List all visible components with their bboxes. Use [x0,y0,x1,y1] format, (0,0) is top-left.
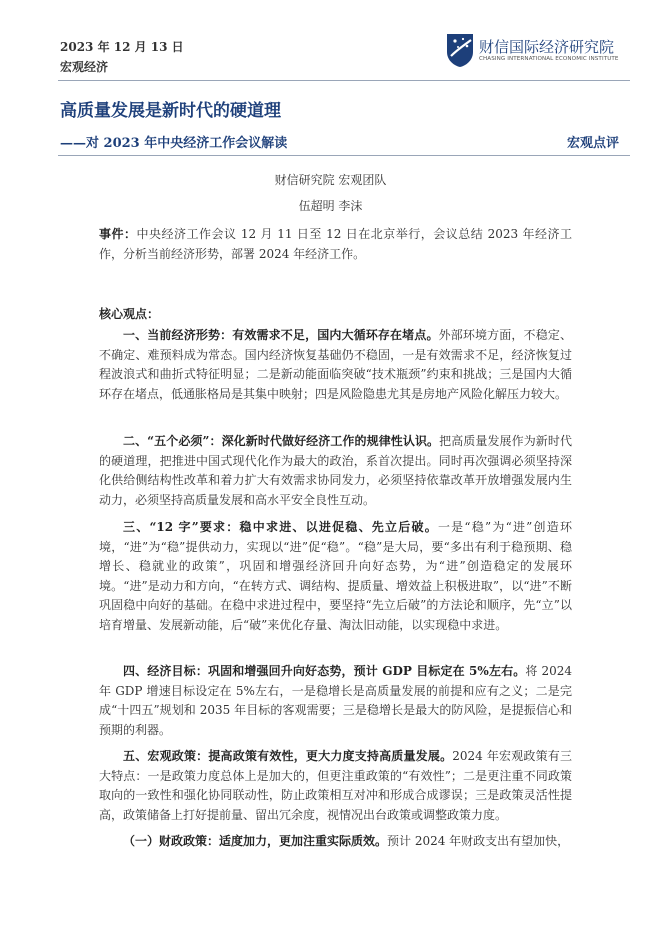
report-date: 2023 年 12 月 13 日 [60,40,184,54]
core-views-heading: 核心观点： [99,307,160,321]
point-paragraph [99,747,572,825]
event-text: 中央经济工作会议 12 月 11 日至 12 日在北京举行，会议总结 2023 年经济工作，分析当前经济形势，部署 2024 年经济工作。 [99,227,572,261]
report-subtitle: ——对 2023 年中央经济工作会议解读 [60,136,288,151]
header-divider [58,80,630,81]
point-text: 预计 2024 年财政支出有望加快， [387,834,570,848]
point-text: 2024 年宏观政策有三大特点：一是政策力度总体上是加大的，但更注重政策的“有效性”；二是更注重不同政策取向的一致性和强化协同联动性，防止政策相互对冲和形成合成谬误；三是政策灵活性提高，政策储备上打好提前量、留出冗余度，视情况出台政策或调整政策力度。 [99,749,572,822]
point-paragraph [99,832,572,852]
point-paragraph [99,326,572,404]
point-paragraph [99,432,572,510]
author-team: 财信研究院 宏观团队 [274,173,387,187]
report-category: 宏观经济 [60,60,109,74]
event-label: 事件： [99,227,137,241]
report-title: 高质量发展是新时代的硬道理 [60,101,281,121]
logo-name-en: CHASING INTERNATIONAL ECONOMIC INSTITUTE [479,56,619,62]
point-paragraph [99,662,572,740]
point-text: 将 2024 年 GDP 增速目标设定在 5%左右，一是稳增长是高质量发展的前提和应有之义；二是完成“十四五”规划和 2035 年目标的客观需要；三是稳增长是最大的防风险，是提振信心和预期的利器。 [99,664,573,737]
logo-name-cn: 财信国际经济研究院 [479,38,615,56]
point-heading: （一）财政政策：适度加力，更加注重实际质效。 [123,834,388,848]
point-text: 一是“稳”为“进”创造环境，“进”为“稳”提供动力，实现以“进”促“稳”。“稳”是大局，要“多出有利于稳预期、稳增长、稳就业的政策”，巩固和增强经济回升向好态势，为“进”创造稳定的发展环境。“进”是动力和方向，“在转方式、调结构、提质量、增效益上积极进取”，以“进”不断巩固稳中向好的基础。在稳中求进过程中，要坚持“先立后破”的方法论和顺序，先“立”以培育增量、发展新动能，后“破”来优化存量、淘汰旧动能，以实现稳中求进。 [99,520,572,632]
point-heading: 一、当前经济形势：有效需求不足，国内大循环存在堵点。 [123,328,439,342]
title-divider [58,155,630,156]
report-tag: 宏观点评 [566,136,619,151]
point-text: 外部环境方面，不稳定、不确定、难预料成为常态。国内经济恢复基础仍不稳固，一是有效需求不足，经济恢复过程波浪式和曲折式特征明显；二是新动能面临突破“技术瓶颈”约束和挑战；三是国内大循环存在堵点，低通胀格局是其集中映射；四是风险隐患尤其是房地产风险化解压力较大。 [99,328,572,401]
point-text: 把高质量发展作为新时代的硬道理，把推进中国式现代化作为最大的政治，系首次提出。同时再次强调必须坚持深化供给侧结构性改革和着力扩大有效需求协同发力，必须坚持依靠改革开放增强发展内生动力，必须坚持高质量发展和高水平安全良性互动。 [99,434,572,507]
author-names: 伍超明 李沫 [298,199,363,213]
institute-logo [443,28,633,74]
point-paragraph [99,518,572,635]
point-heading: 五、宏观政策：提高政策有效性，更大力度支持高质量发展。 [123,749,453,763]
point-heading: 二、“五个必须”：深化新时代做好经济工作的规律性认识。 [123,434,440,448]
logo-emblem-icon [443,30,477,68]
point-heading: 三、“12 字”要求：稳中求进、以进促稳、先立后破。 [123,520,438,534]
point-heading: 四、经济目标：巩固和增强回升向好态势，预计 GDP 目标定在 5%左右。 [123,664,526,678]
event-paragraph [99,225,572,264]
